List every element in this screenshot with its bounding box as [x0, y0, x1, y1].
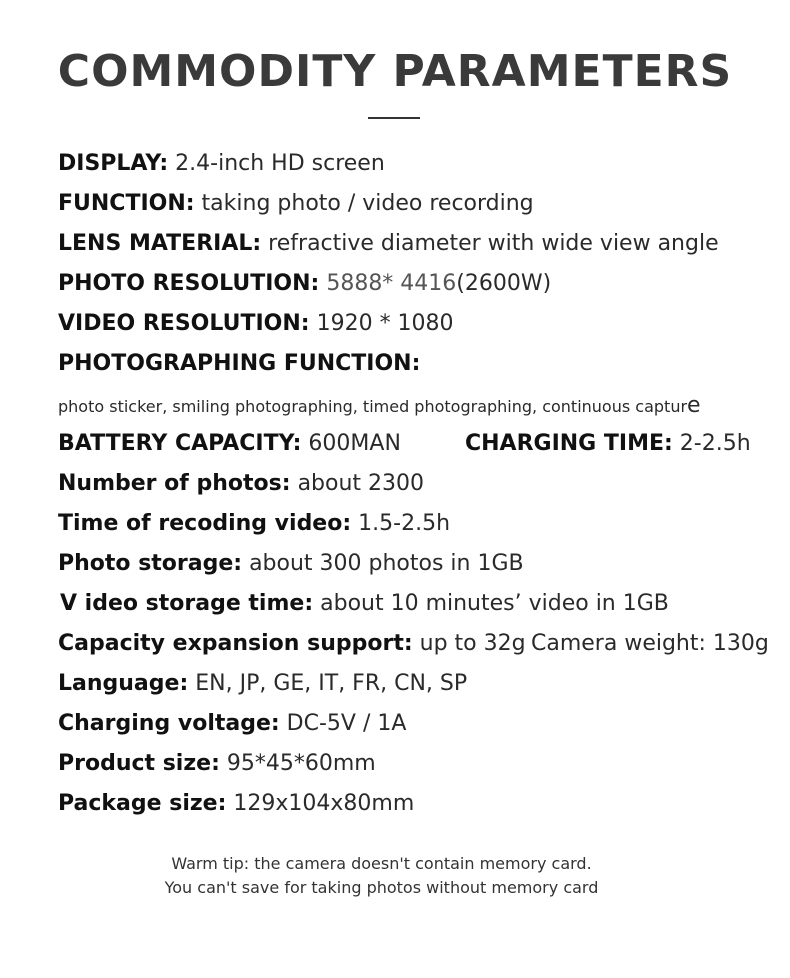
param-value: taking photo / video recording [194, 191, 534, 216]
param-value: 129x104x80mm [226, 791, 415, 816]
param-display [58, 150, 385, 178]
param-value: 600MAN [301, 431, 401, 456]
param-key: LENS MATERIAL: [58, 231, 262, 256]
param-capacity-expansion [58, 630, 526, 658]
param-video-resolution [58, 310, 454, 338]
param-video-storage-time [60, 590, 669, 618]
param-key: Product size: [58, 751, 220, 776]
param-key: PHOTOGRAPHING FUNCTION: [58, 351, 421, 376]
param-value: 95*45*60mm [219, 751, 376, 776]
param-value: refractive diameter with wide view angle [261, 231, 719, 256]
param-charging-time [465, 430, 751, 458]
param-function [58, 190, 534, 218]
param-charging-voltage [58, 710, 406, 738]
param-key: CHARGING TIME: [465, 431, 673, 456]
param-key: Package size: [58, 791, 227, 816]
photographing-function-detail [58, 393, 701, 418]
param-key: V ideo storage time: [60, 591, 314, 616]
param-lens-material [58, 230, 719, 258]
param-key: Photo storage: [58, 551, 243, 576]
param-value: 2.4-inch HD screen [168, 151, 385, 176]
param-number-of-photos [58, 470, 424, 498]
param-value: 5888* 4416 [319, 271, 457, 296]
param-value: 1.5-2.5h [351, 511, 451, 536]
param-camera-weight: Camera weight: 130g [531, 631, 769, 656]
title-underline [368, 117, 420, 119]
param-photographing-function [58, 350, 420, 378]
param-photo-resolution [58, 270, 551, 298]
warm-tip-line-1: Warm tip: the camera doesn't contain memory card. [171, 854, 592, 873]
param-key: BATTERY CAPACITY: [58, 431, 302, 456]
param-value: up to 32g [412, 631, 526, 656]
param-key: Language: [58, 671, 189, 696]
param-language [58, 670, 467, 698]
param-value: about 300 photos in 1GB [242, 551, 524, 576]
param-value: 2-2.5h [672, 431, 751, 456]
param-battery-capacity [58, 430, 401, 458]
param-value: about 10 minutes’ video in 1GB [313, 591, 669, 616]
param-key: FUNCTION: [58, 191, 195, 216]
param-key: VIDEO RESOLUTION: [58, 311, 310, 336]
warm-tip-line-2: You can't save for taking photos without memory card [164, 878, 599, 897]
param-value: DC-5V / 1A [279, 711, 407, 736]
param-key: PHOTO RESOLUTION: [58, 271, 320, 296]
param-key: Number of photos: [58, 471, 291, 496]
param-recording-time [58, 510, 450, 538]
param-photo-storage [58, 550, 524, 578]
detail-tail: e [687, 393, 701, 418]
param-value: 1920 * 1080 [309, 311, 454, 336]
detail-text: photo sticker, smiling photographing, timed photographing, continuous captur [58, 397, 688, 416]
param-key: Capacity expansion support: [58, 631, 413, 656]
param-value-extra: (2600W) [456, 271, 552, 296]
param-key: DISPLAY: [58, 151, 169, 176]
param-value: EN, JP, GE, IT, FR, CN, SP [188, 671, 468, 696]
param-key: Time of recoding video: [58, 511, 352, 536]
param-product-size [58, 750, 376, 778]
param-package-size [58, 790, 414, 818]
param-key: Charging voltage: [58, 711, 280, 736]
param-value: about 2300 [290, 471, 425, 496]
page-title: COMMODITY PARAMETERS [57, 46, 733, 97]
